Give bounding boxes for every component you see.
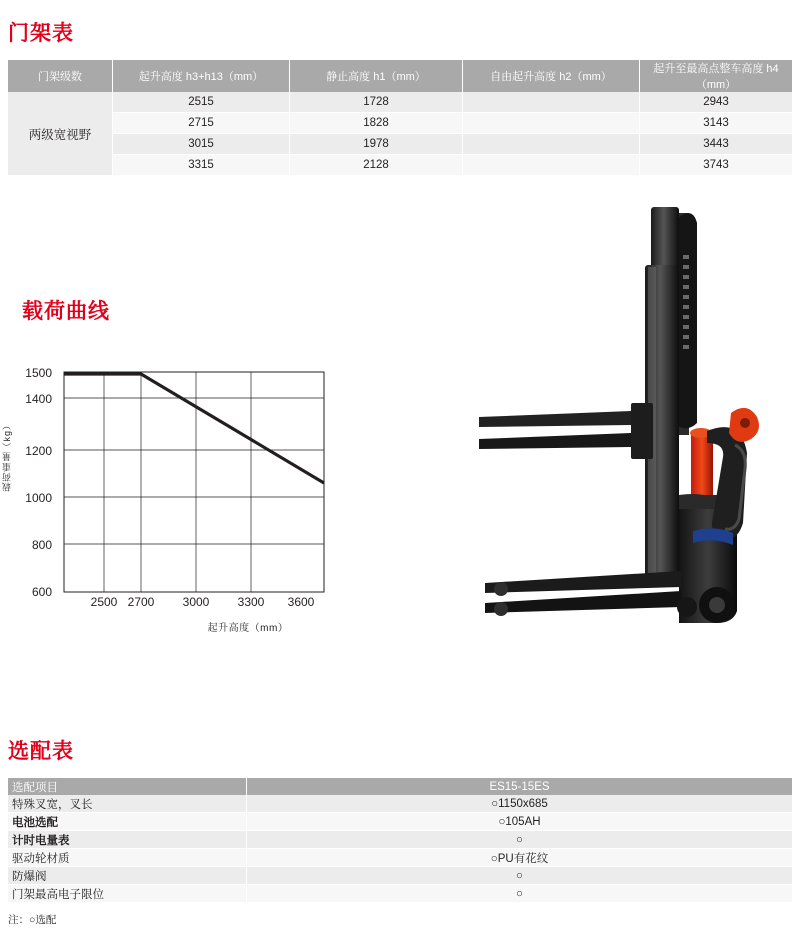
options-item-name: 驱动轮材质	[8, 849, 247, 867]
mast-table-title: 门架表	[8, 22, 74, 45]
x-tick-2700: 2700	[127, 595, 155, 609]
load-curve-title: 载荷曲线	[22, 300, 110, 323]
mast-table-header-row	[8, 60, 792, 92]
options-item-name: 特殊叉宽，叉长	[8, 795, 247, 813]
table-row	[8, 867, 792, 885]
options-item-name: 电池选配	[8, 813, 247, 831]
x-tick-3600: 3600	[287, 595, 315, 609]
table-row	[8, 885, 792, 903]
options-table-note: 注：○选配	[8, 914, 57, 926]
mast-header-h3: 起升高度 h3+h13（mm）	[113, 60, 290, 92]
mast-header-h4: 起升至最高点整车高度 h4（mm）	[640, 60, 793, 92]
mast-cell-h4: 3743	[640, 155, 793, 176]
mast-cell-h3: 2715	[113, 113, 290, 134]
mast-header-grade: 门架级数	[8, 60, 113, 92]
mast-cell-h1: 1978	[290, 134, 463, 155]
options-item-name: 门架最高电子限位	[8, 885, 247, 903]
load-curve-x-axis-label: 起升高度（mm）	[207, 623, 289, 634]
y-tick-1500: 1500	[25, 366, 52, 380]
mast-cell-h1: 2128	[290, 155, 463, 176]
mast-header-h2: 自由起升高度 h2（mm）	[463, 60, 640, 92]
x-tick-2500: 2500	[90, 595, 118, 609]
x-tick-3000: 3000	[182, 595, 210, 609]
table-row	[8, 155, 792, 176]
mast-cell-h1: 1828	[290, 113, 463, 134]
mast-cell-h4: 3143	[640, 113, 793, 134]
y-tick-600: 600	[31, 585, 52, 599]
options-table-header-row	[8, 778, 792, 795]
options-item-value: ○	[247, 831, 793, 849]
mast-cell-h3: 3015	[113, 134, 290, 155]
mast-header-h1: 静止高度 h1（mm）	[290, 60, 463, 92]
options-item-value: ○	[247, 867, 793, 885]
options-header-item: 选配项目	[8, 778, 247, 795]
options-item-value: ○1150x685	[247, 795, 793, 813]
table-row	[8, 831, 792, 849]
mast-cell-h2	[463, 113, 640, 134]
mast-cell-h2	[463, 134, 640, 155]
y-tick-800: 800	[31, 538, 52, 552]
mast-cell-h2	[463, 92, 640, 113]
load-curve-y-axis-label: 载荷重量（kg）	[2, 420, 12, 492]
mast-row-label: 两级宽视野	[8, 92, 113, 176]
y-tick-1000: 1000	[25, 491, 52, 505]
mast-cell-h3: 2515	[113, 92, 290, 113]
load-curve-chart	[8, 352, 348, 642]
options-header-model: ES15-15ES	[247, 778, 793, 795]
mast-cell-h1: 1728	[290, 92, 463, 113]
mast-cell-h4: 3443	[640, 134, 793, 155]
options-item-value: ○	[247, 885, 793, 903]
table-row	[8, 795, 792, 813]
table-row	[8, 92, 792, 113]
mast-cell-h3: 3315	[113, 155, 290, 176]
mast-cell-h4: 2943	[640, 92, 793, 113]
options-table	[8, 778, 792, 903]
table-row	[8, 134, 792, 155]
y-tick-1400: 1400	[25, 392, 52, 406]
x-tick-3300: 3300	[237, 595, 265, 609]
table-row	[8, 113, 792, 134]
options-table-title: 选配表	[8, 740, 74, 763]
load-curve-plot	[60, 352, 350, 612]
options-item-value: ○105AH	[247, 813, 793, 831]
options-item-name: 计时电量表	[8, 831, 247, 849]
mast-cell-h2	[463, 155, 640, 176]
options-item-value: ○PU有花纹	[247, 849, 793, 867]
mast-table	[8, 60, 792, 176]
table-row	[8, 849, 792, 867]
y-tick-1200: 1200	[25, 444, 52, 458]
table-row	[8, 813, 792, 831]
options-item-name: 防爆阀	[8, 867, 247, 885]
stacker-truck-illustration	[455, 195, 785, 625]
